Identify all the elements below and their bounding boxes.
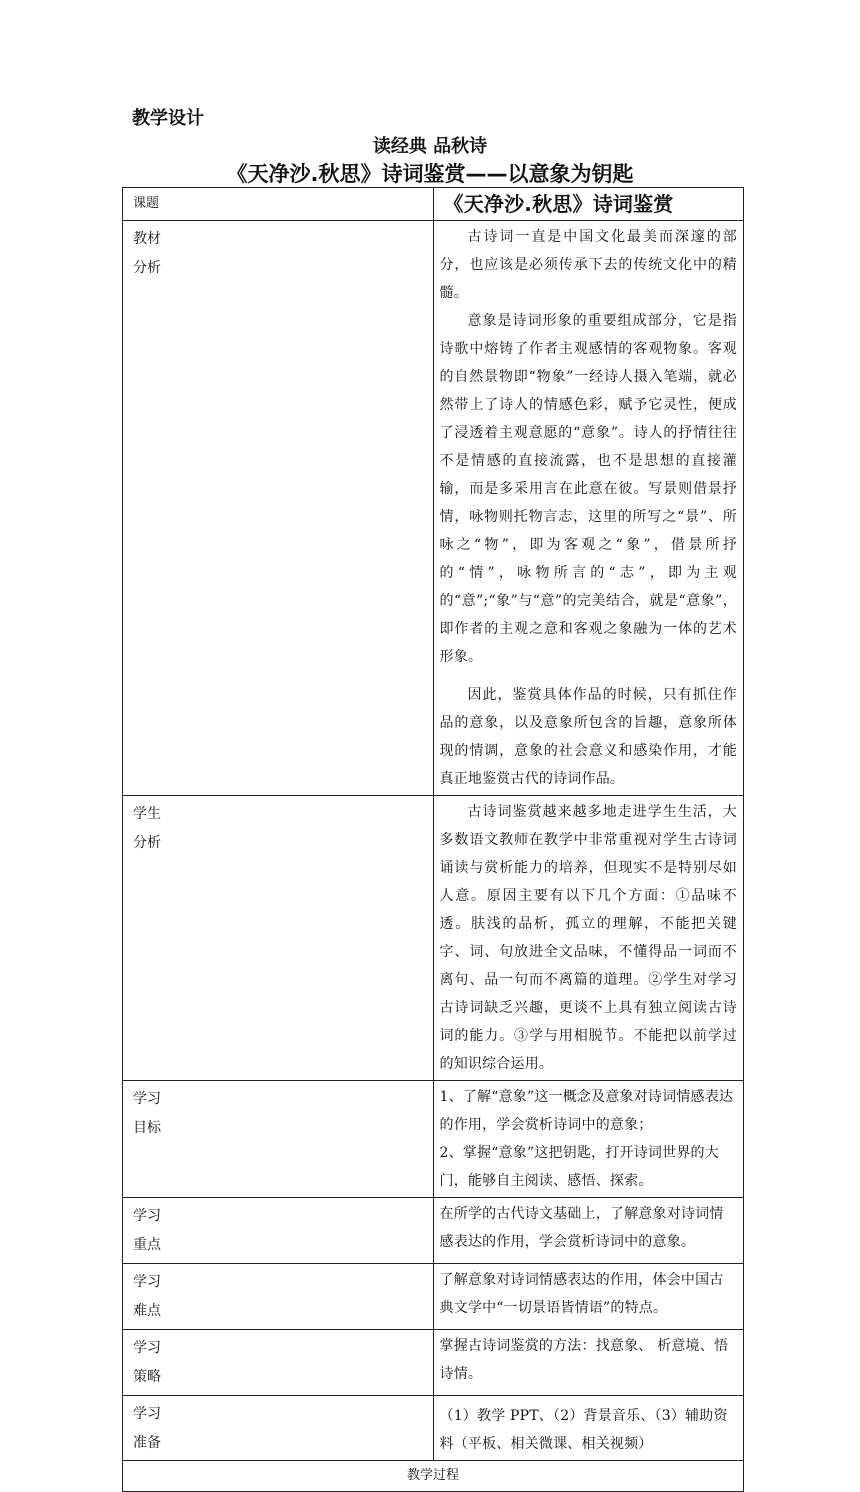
document-label: 教学设计 [132,108,204,129]
material-paragraph-1: 古诗词一直是中国文化最美而深邃的部分，也应该是必须传承下去的传统文化中的精髓。 [439,229,737,301]
preparation-content [433,1396,744,1461]
strategy-text: 掌握古诗词鉴赏的方法：找意象、 析意境、悟诗情。 [439,1338,729,1382]
strategy-label [123,1330,434,1396]
focus-label [123,1198,434,1264]
material-label [123,221,434,796]
difficulty-content [433,1264,744,1330]
process-header: 教学过程 [123,1461,744,1492]
strategy-label-line2: 策略 [133,1369,161,1385]
difficulty-label-line2: 难点 [133,1303,161,1319]
preparation-label [123,1396,434,1461]
row-topic [123,188,744,221]
strategy-label-line1: 学习 [133,1340,161,1356]
row-difficulty [123,1264,744,1330]
goals-label-line1: 学习 [133,1091,161,1107]
material-label-line1: 教材 [133,231,161,247]
topic-value: 《天净沙.秋思》诗词鉴赏 [443,192,674,216]
material-paragraph-2: 意象是诗词形象的重要组成部分，它是指诗歌中熔铸了作者主观感情的客观物象。客观的自然景物即“物象”一经诗人摄入笔端，就必然带上了诗人的情感色彩，赋予它灵性，便成了浸透着主观意愿的“意象”。诗人的抒情往往不是情感的直接流露，也不是思想的直接灌输，而是多采用言在此意在彼。写景则借景抒情，咏物则托物言志，这里的所写之“景”、所咏之“物”，即为客观之“象”，借景所抒的“情”，咏物所言的“志”，即为主观的“意”;“象”与“意”的完美结合，就是“意象”，即作者的主观之意和客观之象融为一体的艺术形象。 [439,313,737,665]
strategy-content [433,1330,744,1396]
preparation-text: （1）教学 PPT、（2）背景音乐、（3）辅助资料（平板、相关微课、相关视频） [439,1408,728,1452]
row-focus [123,1198,744,1264]
row-process [123,1461,744,1492]
students-label-line2: 分析 [133,835,161,851]
focus-content [433,1198,744,1264]
goal-line-2: 2、掌握“意象”这把钥匙，打开诗词世界的大门，能够自主阅读、感悟、探索。 [439,1145,719,1189]
goals-label-line2: 目标 [133,1120,161,1136]
difficulty-label-line1: 学习 [133,1274,161,1290]
row-student-analysis [123,796,744,1081]
focus-label-line2: 重点 [133,1237,161,1253]
material-label-line2: 分析 [133,260,161,276]
row-goals [123,1081,744,1198]
row-material-analysis [123,221,744,796]
preparation-label-line1: 学习 [133,1406,161,1422]
material-content [433,221,744,796]
students-paragraph: 古诗词鉴赏越来越多地走进学生生活，大多数语文教师在教学中非常重视对学生古诗词诵读与赏析能力的培养，但现实不是特别尽如人意。原因主要有以下几个方面：①品味不透。肤浅的品析，孤立的理解，不能把关键字、词、句放进全文品味，不懂得品一词而不离句、品一句而不离篇的道理。②学生对学习古诗词缺乏兴趣，更谈不上具有独立阅读古诗词的能力。③学与用相脱节。不能把以前学过的知识综合运用。 [439,804,737,1072]
focus-label-line1: 学习 [133,1208,161,1224]
topic-cell [433,188,744,221]
difficulty-text: 了解意象对诗词情感表达的作用，体会中国古典文学中“一切景语皆情语”的特点。 [439,1272,724,1316]
students-label [123,796,434,1081]
goals-label [123,1081,434,1198]
main-heading: 读经典 品秋诗 [372,136,488,157]
topic-label: 课题 [123,188,434,221]
material-paragraph-3: 因此，鉴赏具体作品的时候，只有抓住作品的意象，以及意象所包含的旨趣，意象所体现的情调，意象的社会意义和感染作用，才能真正地鉴赏古代的诗词作品。 [439,687,737,787]
difficulty-label [123,1264,434,1330]
preparation-label-line2: 准备 [133,1435,161,1451]
row-strategy [123,1330,744,1396]
focus-text: 在所学的古代诗文基础上，了解意象对诗词情感表达的作用，学会赏析诗词中的意象。 [439,1206,724,1250]
row-preparation [123,1396,744,1461]
goal-line-1: 1、了解“意象”这一概念及意象对诗词情感表达的作用，学会赏析诗词中的意象； [439,1089,734,1133]
lesson-plan-table [122,187,744,1492]
students-content [433,796,744,1081]
goals-content [433,1081,744,1198]
students-label-line1: 学生 [133,806,161,822]
sub-heading: 《天净沙.秋思》诗词鉴赏——以意象为钥匙 [226,162,634,186]
